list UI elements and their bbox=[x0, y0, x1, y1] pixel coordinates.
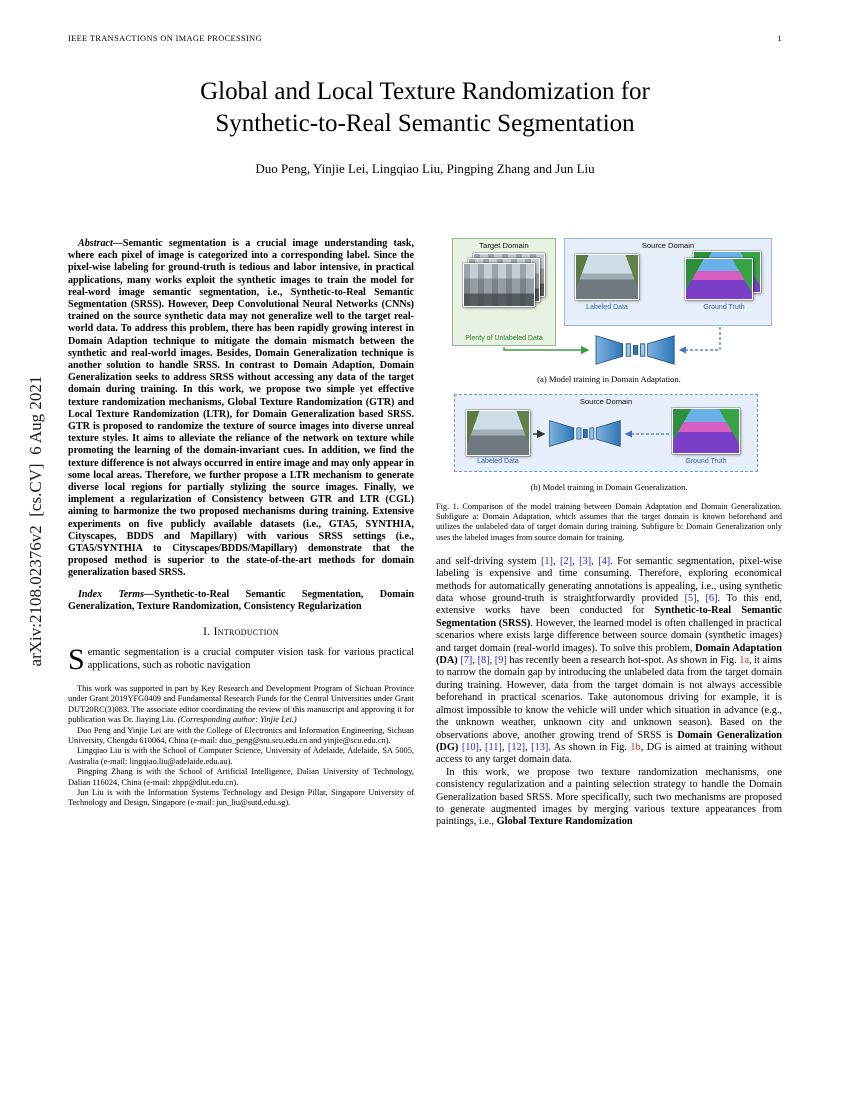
index-terms-lead: Index Terms— bbox=[78, 588, 155, 600]
footnote-affiliation-4: Jun Liu is with the Information Systems Technology and Design Pillar, Singapore University of Technology and Design, Singapore (e-mail: jun_liu@sutd.edu.sg). bbox=[68, 787, 414, 808]
citation-link[interactable]: [8] bbox=[477, 655, 490, 667]
text-segment: This work was supported in part by Key Research and Development Program of Sichuan Province under Grant 2019YFG0409 and Fundamental Research Funds for the Central Universities under Grant DUT20RC(3)083. The associate editor coordinating the review of this manuscript and approving it for publication was Dr. Jiaying Liu. bbox=[68, 683, 414, 725]
footnote-affiliation-1: Duo Peng and Yinjie Lei are with the College of Electronics and Information Engineering, Sichuan University, Chengdu 610064, China (e-mail: duo_peng@stu.scu.edu.cn and yinjie@scu.edu.cn). bbox=[68, 725, 414, 745]
abstract-text: Semantic segmentation is a crucial image understanding task, where each pixel of image is categorized into a corresponding label. Since the pixel-wise labeling for ground-truth is tedious and labor intensive, in practical applications, many works exploit the synthetic images to train the model for real-word image semantic segmentation, i.e., Synthetic-to-Real Semantic Segmentation (SRSS). However, Deep Convolutional Neural Networks (CNNs) trained on the source synthetic data may not generalize well to the target real-world data. To address this problem, there has been rapidly growing interest in Domain Adaption technique to mitigate the domain mismatch between the synthetic and real-world images. Besides, Domain Generalization technique is another solution to handle SRSS. In contrast to Domain Adaption, Domain Generalization seeks to address SRSS without accessing any data of the target domain during training. In this work, we propose two simple yet effective texture randomization mechanisms, Global Texture Randomization (GTR) and Local Texture Randomization (LTR), for Domain Generalization based SRSS. GTR is proposed to randomize the texture of source images into diverse unreal texture styles. It aims to alleviate the reliance of the network on texture while promoting the learning of the domain-invariant cues. In addition, we find the texture difference is not always occurred in entire image and may only appear in some local areas. Therefore, we further propose a LTR mechanism to generate diverse local regions for partially stylizing the source images. Finally, we implement a regularization of Consistency between GTR and LTR (CGL) aiming to harmonize the two proposed mechanisms during training. Extensive experiments on five publicly available datasets (i.e., GTA5, SYNTHIA, Cityscapes, BDDS and Mapillary) with various SRSS settings (i.e., GTA5/SYNTHIA to Cityscapes/BDDS/Mapillary) demonstrate that the proposed method is superior to the state-of-the-art methods for domain generalization based SRSS. bbox=[68, 238, 414, 579]
left-column bbox=[68, 238, 414, 829]
text-segment: Synthetic-to-Real Semantic Segmentation (SRSS) bbox=[436, 605, 782, 629]
citation-link[interactable]: [10] bbox=[461, 741, 479, 753]
citation-link[interactable]: [11] bbox=[485, 741, 502, 753]
abstract bbox=[68, 238, 414, 580]
body-paragraph-1 bbox=[436, 556, 782, 767]
subcaption-b: (b) Model training in Domain Generalization. bbox=[530, 482, 688, 492]
ground-truth-label-b: Ground Truth bbox=[685, 458, 727, 465]
citation-link[interactable]: [12] bbox=[507, 741, 526, 753]
text-segment: has recently been a research hot-spot. As shown in Fig. bbox=[506, 655, 740, 667]
body-paragraph-2 bbox=[436, 767, 782, 829]
citation-link[interactable]: [4] bbox=[598, 555, 611, 567]
citation-link[interactable]: [7] bbox=[460, 655, 473, 667]
journal-name: IEEE TRANSACTIONS ON IMAGE PROCESSING bbox=[68, 34, 262, 43]
text-segment: Domain Generalization (DG) bbox=[436, 729, 782, 753]
footnote-funding bbox=[68, 684, 414, 726]
text-segment: and self-driving system bbox=[436, 555, 541, 567]
text-segment: Domain Adaptation (DA) bbox=[436, 642, 782, 667]
citation-link[interactable]: [5] bbox=[684, 593, 697, 605]
plenty-unlabeled-label: Plenty of Unlabeled Data bbox=[465, 335, 543, 342]
section-heading-introduction: I. Introduction bbox=[203, 626, 279, 639]
author-footnotes bbox=[68, 684, 414, 809]
text-segment: . To this end, extensive works have been conducted for bbox=[436, 593, 782, 617]
citation-link[interactable]: 1b bbox=[630, 741, 641, 753]
text-segment: In this work, we propose two texture randomization mechanisms, one consistency regularization and a painting selection strategy to handle the Domain Generalization based SRSS. More specifically, such two mechanisms are proposed to generate augmented images by merging various texture appearances from paintings, i.e., bbox=[436, 766, 782, 828]
arxiv-watermark: arXiv:2108.02376v2 [cs.CV] 6 Aug 2021 bbox=[26, 375, 45, 667]
intro-text: emantic segmentation is a crucial computer vision task for various practical applications, such as robotic navigation bbox=[87, 647, 414, 671]
text-segment: , it aims to narrow the domain gap by introducing the unlabeled data from the target domain during training. However, data from the target domain is not always accessible beforehand in practical scenarios. Take autonomous driving for example, it is almost impossible to know the vehicle will under which situation in advance (e.g., the unknown weather, unknown city and unknown season). Based on the observations above, another growing trend of SRSS is bbox=[436, 655, 782, 741]
unlabeled-data-arrow bbox=[504, 347, 588, 350]
flow-arrows-b bbox=[436, 394, 782, 478]
citation-link[interactable]: [1] bbox=[540, 555, 553, 567]
text-segment: , bbox=[472, 655, 478, 667]
citation-link[interactable]: [2] bbox=[560, 555, 573, 567]
text-segment: . However, the learned model is often challenged in practical scenarios where exists large difference between source domain (synthetic images) and target domain (real-world images). To solve this problem, bbox=[436, 617, 782, 654]
page-number: 1 bbox=[777, 34, 782, 43]
text-segment: Global Texture Randomization bbox=[496, 816, 633, 828]
text-segment: , bbox=[478, 741, 486, 753]
text-segment: . For semantic segmentation, pixel-wise labeling is expensive and time consuming. Therefore, exploring economical methods for automatically generating annotations is appealing, i.e., using synthetic data whose ground-truth is straightforwardly provided bbox=[436, 555, 782, 605]
index-terms-text: Synthetic-to-Real Semantic Segmentation, Domain Generalization, Texture Randomization, Consistency Regularization bbox=[68, 588, 414, 612]
text-segment: , bbox=[572, 555, 580, 567]
subcaption-a: (a) Model training in Domain Adaptation. bbox=[537, 374, 681, 384]
citation-link[interactable]: [9] bbox=[494, 655, 507, 667]
text-segment: , bbox=[489, 655, 495, 667]
text-segment: (Corresponding author: Yinjie Lei.) bbox=[177, 715, 297, 725]
citation-link[interactable]: [13] bbox=[531, 741, 549, 753]
footnote-affiliation-3: Pingping Zhang is with the School of Artificial Intelligence, Dalian University of Technology, Dalian 116024, China (e-mail: zhpp@dlut.edu.cn). bbox=[68, 767, 414, 787]
figure-1 bbox=[436, 238, 782, 543]
target-domain-label: Target Domain bbox=[479, 241, 529, 250]
running-head bbox=[68, 34, 782, 43]
citation-link[interactable]: [3] bbox=[579, 555, 592, 567]
footnote-affiliation-2: Lingqiao Liu is with the School of Computer Science, University of Adelaide, Adelaide, SA 5005, Australia (e-mail: lingqiao.liu@adelaide.edu.au). bbox=[68, 746, 414, 766]
drop-cap: S bbox=[68, 643, 85, 677]
index-terms bbox=[68, 589, 414, 613]
paper-title: Global and Local Texture Randomization for Synthetic-to-Real Semantic Segmentation bbox=[200, 78, 650, 137]
citation-link[interactable]: 1a bbox=[739, 655, 749, 667]
ground-truth-supervision-arrow bbox=[680, 327, 720, 350]
text-segment: , bbox=[552, 555, 561, 567]
right-column bbox=[436, 238, 782, 829]
text-segment: , bbox=[696, 593, 706, 605]
text-segment: , bbox=[501, 741, 508, 753]
text-segment: . As shown in Fig. bbox=[548, 741, 631, 753]
labeled-data-label: Labeled Data bbox=[586, 304, 628, 311]
labeled-data-label-b: Labeled Data bbox=[477, 458, 519, 465]
text-segment: , bbox=[525, 741, 532, 753]
figure-1a bbox=[436, 238, 782, 370]
abstract-lead: Abstract— bbox=[78, 238, 123, 249]
two-column-body bbox=[68, 238, 782, 829]
authors-line: Duo Peng, Yinjie Lei, Lingqiao Liu, Pingping Zhang and Jun Liu bbox=[255, 161, 595, 176]
figure-1-caption: Fig. 1. Comparison of the model training between Domain Adaptation and Domain Generalization. Subfigure a: Domain Adaptation, which assumes that the target domain is known beforehand and utilizes the unlabeled data of target domain during training. Subfigure b: Domain Generalization only uses the labeled images from source domain for training. bbox=[436, 502, 782, 542]
flow-arrows-a bbox=[436, 238, 782, 370]
source-domain-label-b: Source Domain bbox=[579, 397, 633, 406]
text-segment: , DG is aimed at training without access to any target domain data. bbox=[436, 741, 783, 766]
text-segment: , bbox=[591, 555, 599, 567]
figure-1b bbox=[436, 394, 782, 478]
ground-truth-label: Ground Truth bbox=[703, 304, 745, 311]
citation-link[interactable]: [6] bbox=[705, 593, 718, 605]
intro-paragraph bbox=[68, 643, 414, 677]
source-domain-label: Source Domain bbox=[641, 241, 695, 250]
